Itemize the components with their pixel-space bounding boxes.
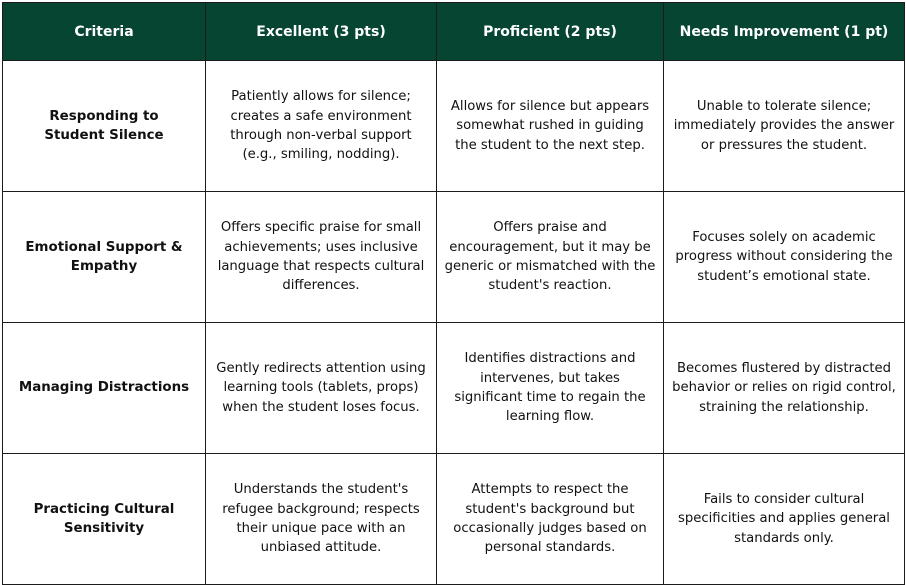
proficient-cell: Offers praise and encouragement, but it may be generic or mismatched with the student's reaction. [437, 192, 664, 323]
rubric-body [3, 61, 905, 585]
criterion-cell: Responding to Student Silence [3, 61, 206, 192]
excellent-cell: Understands the student's refugee background; respects their unique pace with an unbiased attitude. [206, 454, 437, 585]
table-row [3, 61, 905, 192]
needs-improvement-cell: Fails to consider cultural specificities and applies general standards only. [664, 454, 905, 585]
excellent-cell: Gently redirects attention using learning tools (tablets, props) when the student loses focus. [206, 323, 437, 454]
rubric-table [2, 2, 905, 585]
needs-improvement-cell: Becomes flustered by distracted behavior or relies on rigid control, straining the relationship. [664, 323, 905, 454]
table-row [3, 192, 905, 323]
proficient-cell: Identifies distractions and intervenes, but takes significant time to regain the learning flow. [437, 323, 664, 454]
table-row [3, 323, 905, 454]
rubric-header [3, 3, 905, 61]
proficient-cell: Allows for silence but appears somewhat rushed in guiding the student to the next step. [437, 61, 664, 192]
header-needs-improvement: Needs Improvement (1 pt) [664, 3, 905, 61]
needs-improvement-cell: Unable to tolerate silence; immediately provides the answer or pressures the student. [664, 61, 905, 192]
criterion-cell: Practicing Cultural Sensitivity [3, 454, 206, 585]
header-excellent: Excellent (3 pts) [206, 3, 437, 61]
header-criteria: Criteria [3, 3, 206, 61]
excellent-cell: Offers specific praise for small achievements; uses inclusive language that respects cultural differences. [206, 192, 437, 323]
criterion-cell: Emotional Support & Empathy [3, 192, 206, 323]
table-row [3, 454, 905, 585]
excellent-cell: Patiently allows for silence; creates a safe environment through non-verbal support (e.g., smiling, nodding). [206, 61, 437, 192]
proficient-cell: Attempts to respect the student's background but occasionally judges based on personal standards. [437, 454, 664, 585]
header-row [3, 3, 905, 61]
criterion-cell: Managing Distractions [3, 323, 206, 454]
header-proficient: Proficient (2 pts) [437, 3, 664, 61]
needs-improvement-cell: Focuses solely on academic progress without considering the student’s emotional state. [664, 192, 905, 323]
